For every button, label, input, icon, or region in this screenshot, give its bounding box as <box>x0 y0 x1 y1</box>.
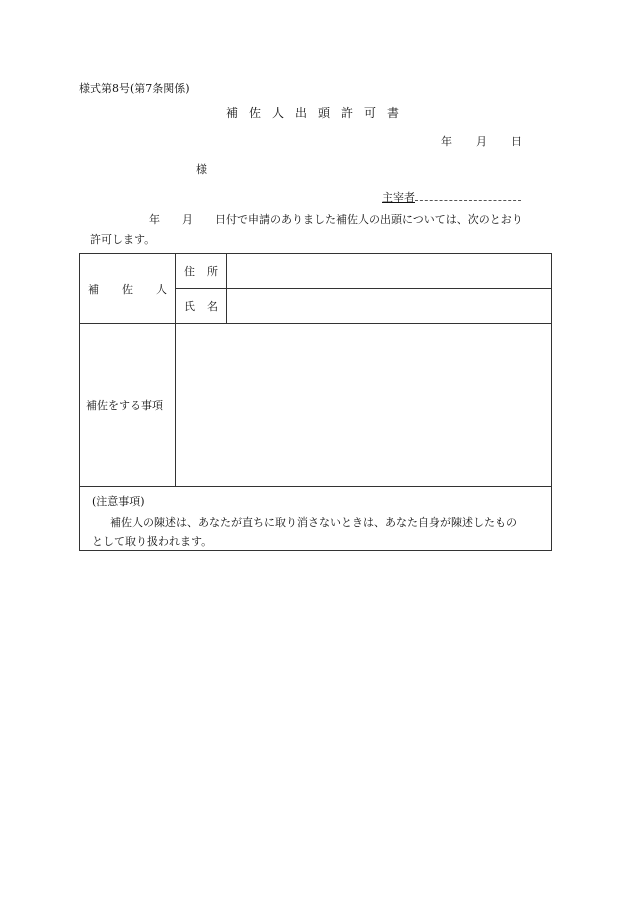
permit-table <box>79 253 552 487</box>
presider-signature <box>382 189 521 205</box>
date-year-label: 年 <box>441 135 452 148</box>
document-title: 補佐人出頭許可書 <box>226 106 411 120</box>
matter-label-cell <box>80 324 176 487</box>
assistant-label-cell <box>80 254 176 324</box>
date-month-label: 月 <box>476 135 487 148</box>
address-label-cell <box>176 254 227 289</box>
body-text-line1 <box>79 211 523 227</box>
body-year-label: 年 <box>149 213 160 226</box>
form-number: 様式第8号(第7条関係) <box>79 82 190 95</box>
body-month-label: 月 <box>182 213 193 226</box>
issue-date <box>441 133 522 149</box>
notes-heading: (注意事項) <box>92 495 145 508</box>
notes-box <box>79 486 552 551</box>
matter-label: 補佐をする事項 <box>86 399 163 412</box>
date-day-label: 日 <box>511 135 522 148</box>
body-text: 日付で申請のありました補佐人の出頭については、次のとおり <box>215 213 523 226</box>
presider-label: 主宰者 <box>382 191 415 204</box>
notes-line1: 補佐人の陳述は、あなたが直ちに取り消さないときは、あなた自身が陳述したもの <box>110 516 517 529</box>
signature-line <box>415 190 521 201</box>
address-field[interactable] <box>227 254 552 289</box>
name-label-cell <box>176 289 227 324</box>
assistant-label: 補 佐 人 <box>88 282 167 296</box>
addressee-suffix: 様 <box>196 163 207 176</box>
notes-line2: として取り扱われます。 <box>92 535 213 548</box>
name-field[interactable] <box>227 289 552 324</box>
body-text-line2: 許可します。 <box>90 233 156 246</box>
matter-field[interactable] <box>176 324 552 487</box>
name-label: 氏 名 <box>184 300 218 313</box>
address-label: 住 所 <box>184 265 218 278</box>
